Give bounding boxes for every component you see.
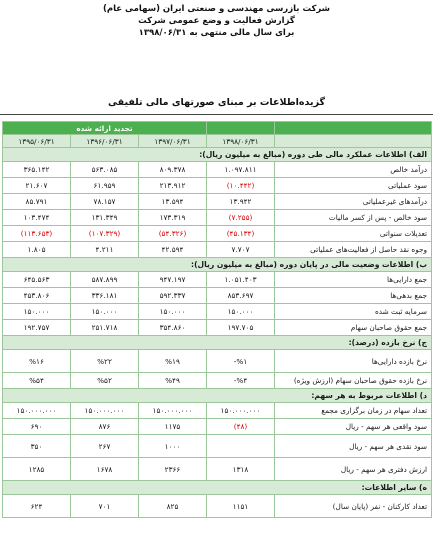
row-label: جمع حقوق صاحبان سهام	[275, 320, 432, 336]
value-cell: ۲۱.۶۰۷	[3, 178, 71, 194]
value-cell: ۳۵۰	[3, 435, 71, 458]
section-header-row	[3, 389, 432, 403]
value-cell: ۸۲۵	[139, 495, 207, 518]
table-row	[3, 419, 432, 435]
report-period: برای سال مالی منتهی به ۱۳۹۸/۰۶/۳۱	[138, 28, 295, 38]
value-cell: ۷.۷۰۷	[207, 242, 275, 258]
date-1397: ۱۳۹۷/۰۶/۳۱	[139, 135, 207, 148]
value-cell: %۱۶	[3, 350, 71, 373]
value-cell: ۱۵۰.۰۰۰	[139, 304, 207, 320]
row-label: سود عملیاتی	[275, 178, 432, 194]
value-cell: %۲۲	[71, 350, 139, 373]
row-label: سود نقدی هر سهم - ریال	[275, 435, 432, 458]
value-cell: ۴۵۳.۸۰۶	[3, 288, 71, 304]
value-cell: ۴.۲۱۱	[71, 242, 139, 258]
section-header: ب) اطلاعات وضعیت مالی در پایان دوره (مبالغ به میلیون ریال):	[3, 258, 432, 272]
row-label: تعداد سهام در زمان برگزاری مجمع	[275, 403, 432, 419]
table-row	[3, 458, 432, 481]
value-cell: ۱۵۰.۰۰۰	[71, 304, 139, 320]
value-cell: ۵۸۷.۸۹۹	[71, 272, 139, 288]
value-cell: ۶۱.۹۵۹	[71, 178, 139, 194]
value-cell: ۵۹۲.۳۳۷	[139, 288, 207, 304]
table-row	[3, 495, 432, 518]
value-cell: ۶۹۰	[3, 419, 71, 435]
value-cell: ۱۰۰۰	[139, 435, 207, 458]
section-header-row	[3, 258, 432, 272]
restated-band-row	[3, 122, 432, 135]
date-header-row	[3, 135, 432, 148]
value-cell: ۱۳۱.۳۴۹	[71, 210, 139, 226]
value-cell: ۳۵۴.۸۶۰	[139, 320, 207, 336]
row-label: نرخ بازده دارایی‌ها	[275, 350, 432, 373]
value-cell: ۵۶۳.۰۸۵	[71, 162, 139, 178]
section-header: الف) اطلاعات عملکرد مالی طی دوره (مبالغ به میلیون ریال):	[3, 148, 432, 162]
table-row	[3, 435, 432, 458]
value-cell: ۷۰۱	[71, 495, 139, 518]
table-row	[3, 304, 432, 320]
value-cell: ۱۵۰.۰۰۰	[3, 304, 71, 320]
value-cell: -%۴	[207, 373, 275, 389]
value-cell: %۵۲	[71, 373, 139, 389]
row-label: تعدیلات سنواتی	[275, 226, 432, 242]
table-row	[3, 242, 432, 258]
value-cell: (۴۵.۱۳۴)	[207, 226, 275, 242]
value-cell: ۸۵.۷۹۱	[3, 194, 71, 210]
value-cell: ۴۲.۵۹۴	[139, 242, 207, 258]
value-cell: ۹۴۷.۱۹۷	[139, 272, 207, 288]
value-cell: ۱۶۷۸	[71, 458, 139, 481]
section-header: ج) نرخ بازده (درصد):	[3, 336, 432, 350]
table-row	[3, 178, 432, 194]
value-cell	[207, 435, 275, 458]
value-cell: ۲۶۷	[71, 435, 139, 458]
value-cell: ۸۵۳.۶۹۷	[207, 288, 275, 304]
title-divider	[0, 114, 433, 115]
table-row	[3, 403, 432, 419]
value-cell: ۳۳۶.۱۸۱	[71, 288, 139, 304]
value-cell: ۱۳.۹۴۲	[207, 194, 275, 210]
row-label: وجوه نقد حاصل از فعالیت‌های عملیاتی	[275, 242, 432, 258]
section-header-row	[3, 336, 432, 350]
value-cell: (۱۱۳.۶۵۳)	[3, 226, 71, 242]
value-cell: ۱.۰۵۱.۴۰۳	[207, 272, 275, 288]
row-label: جمع بدهی‌ها	[275, 288, 432, 304]
row-label: نرخ بازده حقوق صاحبان سهام (ارزش ویژه)	[275, 373, 432, 389]
section-header: د) اطلاعات مربوط به هر سهم:	[3, 389, 432, 403]
value-cell: ۱۱۵۱	[207, 495, 275, 518]
report-title: گزارش فعالیت و وضع عمومی شرکت	[138, 16, 295, 26]
value-cell: ۱۱۷۵	[139, 419, 207, 435]
value-cell: (۴۸)	[207, 419, 275, 435]
value-cell: ۶۴۵.۵۶۳	[3, 272, 71, 288]
restated-label: تجدید ارائه شده	[3, 122, 207, 135]
table-row	[3, 272, 432, 288]
value-cell: ۷۸.۱۵۷	[71, 194, 139, 210]
value-cell: ۱.۸۰۵	[3, 242, 71, 258]
value-cell: ۱۵۰.۰۰۰.۰۰۰	[207, 403, 275, 419]
value-cell: ۱۲۸۵	[3, 458, 71, 481]
value-cell: ۱۰۳.۴۷۴	[3, 210, 71, 226]
row-label: جمع دارایی‌ها	[275, 272, 432, 288]
value-cell: ۸۰۹.۳۷۸	[139, 162, 207, 178]
value-cell: (۵۴.۳۲۶)	[139, 226, 207, 242]
value-cell: ۱۹۲.۷۵۷	[3, 320, 71, 336]
value-cell: ۱۵۰.۰۰۰.۰۰۰	[71, 403, 139, 419]
value-cell: %۵۴	[3, 373, 71, 389]
row-label: درآمد خالص	[275, 162, 432, 178]
table-row	[3, 194, 432, 210]
row-label: سرمایه ثبت شده	[275, 304, 432, 320]
row-label: ارزش دفتری هر سهم - ریال	[275, 458, 432, 481]
value-cell: ۱۳۱۸	[207, 458, 275, 481]
section-title: گزیده‌اطلاعات بر مبنای صورتهای مالی تلفیقی	[108, 97, 325, 108]
value-cell: (۱۰۷.۳۲۹)	[71, 226, 139, 242]
value-cell: %۱۹	[139, 350, 207, 373]
value-cell: ۱۵۰.۰۰۰	[207, 304, 275, 320]
value-cell: ۸۷۶	[71, 419, 139, 435]
value-cell: ۱.۰۹۷.۸۱۱	[207, 162, 275, 178]
value-cell: (۷.۲۵۵)	[207, 210, 275, 226]
section-header-row	[3, 148, 432, 162]
value-cell: ۱۵۰.۰۰۰.۰۰۰	[139, 403, 207, 419]
value-cell: ۱۹۷.۷۰۵	[207, 320, 275, 336]
date-1395: ۱۳۹۵/۰۶/۳۱	[3, 135, 71, 148]
date-1398: ۱۳۹۸/۰۶/۳۱	[207, 135, 275, 148]
value-cell: %۴۹	[139, 373, 207, 389]
section-header-row	[3, 481, 432, 495]
table-row	[3, 162, 432, 178]
value-cell: ۲۳۶۶	[139, 458, 207, 481]
row-label: سود واقعی هر سهم - ریال	[275, 419, 432, 435]
table-row	[3, 350, 432, 373]
financial-summary-table	[2, 121, 432, 518]
table-row	[3, 288, 432, 304]
row-label: درآمدهای غیرعملیاتی	[275, 194, 432, 210]
value-cell: ۱۷۳.۳۱۹	[139, 210, 207, 226]
value-cell: -%۱	[207, 350, 275, 373]
row-label: تعداد کارکنان - نفر (پایان سال)	[275, 495, 432, 518]
value-cell: ۱۵۰.۰۰۰.۰۰۰	[3, 403, 71, 419]
table-row	[3, 373, 432, 389]
table-row	[3, 210, 432, 226]
table-row	[3, 320, 432, 336]
value-cell: (۱۰.۴۴۲)	[207, 178, 275, 194]
value-cell: ۱۳.۵۹۴	[139, 194, 207, 210]
table-row	[3, 226, 432, 242]
section-header: ه) سایر اطلاعات:	[3, 481, 432, 495]
row-label: سود خالص - پس از کسر مالیات	[275, 210, 432, 226]
company-name: شرکت بازرسی مهندسی و صنعتی ایران (سهامی عام)	[102, 4, 331, 14]
value-cell: ۳۶۵.۱۴۲	[3, 162, 71, 178]
value-cell: ۲۱۳.۹۱۲	[139, 178, 207, 194]
date-1396: ۱۳۹۶/۰۶/۳۱	[71, 135, 139, 148]
value-cell: ۶۲۴	[3, 495, 71, 518]
value-cell: ۲۵۱.۷۱۸	[71, 320, 139, 336]
